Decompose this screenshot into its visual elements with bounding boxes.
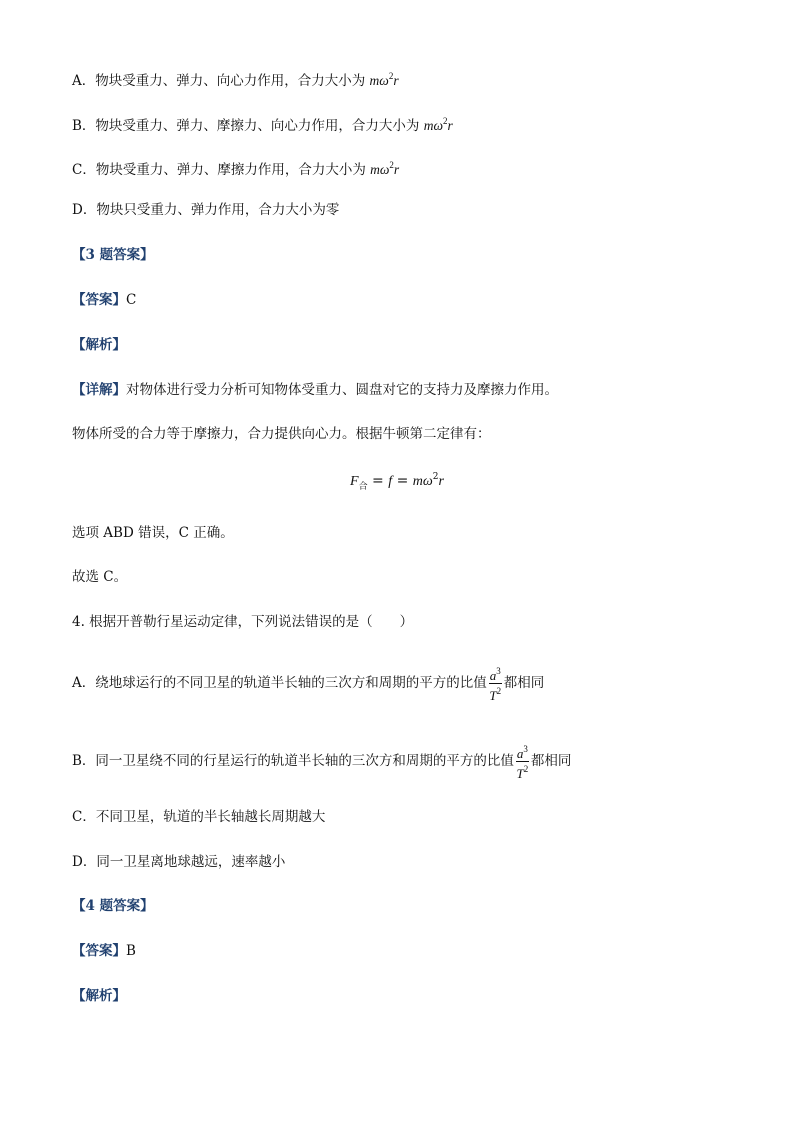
answer-value: C [126,292,137,308]
q3-option-c: C．物块受重力、弹力、摩擦力作用，合力大小为 $m\omega^2r$ [72,160,400,178]
q4-option-b-fraction: $\frac{a^3}{T^2}$ [516,744,529,781]
detail-tag: 【详解】 [72,382,126,398]
q4-option-d: D．同一卫星离地球越远，速率越小 [72,854,286,870]
q4-option-a-fraction: $\frac{a^3}{T^2}$ [489,666,502,703]
q3-analysis-tag: 【解析】 [72,337,126,353]
q4-answer-header: 【4 题答案】 [72,898,154,914]
q3-option-d: D．物块只受重力、弹力作用，合力大小为零 [72,202,340,218]
q4-stem: 4. 根据开普勒行星运动定律，下列说法错误的是（ ） [72,614,414,630]
q4-option-a: A．绕地球运行的不同卫星的轨道半长轴的三次方和周期的平方的比值 $\frac{a^3}{T^2}$ 都相同 [72,666,545,703]
answer-tag: 【答案】 [72,292,126,308]
q4-answer [72,941,136,961]
q3-option-a: A．物块受重力、弹力、向心力作用，合力大小为 $m\omega^2r$ [72,71,399,89]
answer-tag: 【答案】 [72,943,126,959]
q3-answer [72,290,136,310]
q4-option-c: C．不同卫星，轨道的半长轴越长周期越大 [72,809,326,825]
q3-option-b: B．物块受重力、弹力、摩擦力、向心力作用，合力大小为 $m\omega^2r$ [72,116,453,134]
q3-option-b-formula: $m\omega^2r$ [423,116,453,133]
q4-analysis-tag: 【解析】 [72,988,126,1004]
q3-conclusion: 选项 ABD 错误，C 正确。 [72,525,234,541]
q4-option-b: B．同一卫星绕不同的行星运行的轨道半长轴的三次方和周期的平方的比值 $\frac{a^3}{T^2}$ 都相同 [72,744,572,781]
q3-answer-header: 【3 题答案】 [72,247,154,263]
q3-option-a-formula: $m\omega^2r$ [369,71,399,88]
q3-reasoning: 物体所受的合力等于摩擦力，合力提供向心力。根据牛顿第二定律有： [72,426,491,442]
newton-formula: $F_合 = f = m\omega^2r$ [350,472,444,492]
q3-detail: 【详解】对物体进行受力分析可知物体受重力、圆盘对它的支持力及摩擦力作用。 [72,382,558,398]
answer-value: B [126,943,136,959]
q3-choice: 故选 C。 [72,569,128,585]
q3-option-c-formula: $m\omega^2r$ [370,160,400,177]
